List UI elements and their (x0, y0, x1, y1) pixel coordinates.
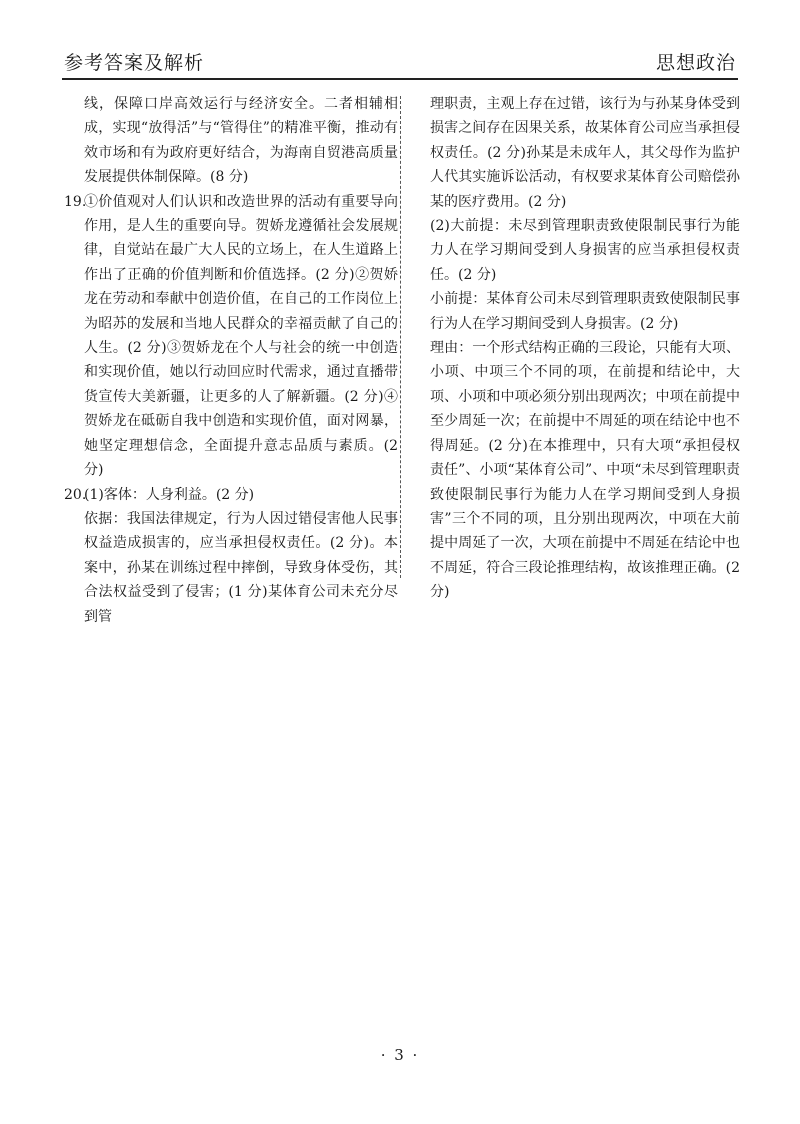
q20-basis: 依据：我国法律规定，行为人因过错侵害他人民事权益造成损害的，应当承担侵权责任。(2 分)。本案中，孙某在训练过程中摔倒，导致身体受伤，其合法权益受到了侵害；(1 分)某体育公司未充分尽到管 (84, 510, 398, 625)
answer-text: ①价值观对人们认识和改造世界的活动有重要导向作用，是人生的重要向导。贺娇龙遵循社会发展规律，自觉站在最广大人民的立场上，在人生道路上作出了正确的价值判断和价值选择。(2 分)②贺娇龙在劳动和奉献中创造价值，在自己的工作岗位上为昭苏的发展和当地人民群众的幸福贡献了自己的人生。(2 分)③贺娇龙在个人与社会的统一中创造和实现价值，她以行动回应时代需求，通过直播带货宣传大美新疆，让更多的人了解新疆。(2 分)④贺娇龙在砥砺自我中创造和实现价值，面对网暴，她坚定理想信念，全面提升意志品质与素质。(2 分) (84, 193, 398, 479)
question-19 (64, 190, 398, 483)
document-title: 参考答案及解析 (64, 52, 205, 74)
page-number: · 3 · (380, 1046, 420, 1064)
question-number: 19. (64, 193, 87, 210)
column-divider (400, 96, 401, 578)
left-column (64, 92, 398, 629)
answer-text: (1)客体：人身利益。(2 分) (84, 486, 255, 503)
minor-premise: 小前提：某体育公司未尽到管理职责致使限制民事行为人在学习期间受到人身损害。(2 分) (430, 291, 740, 332)
question-20 (64, 483, 398, 507)
page-header (62, 38, 738, 80)
reasoning: 理由：一个形式结构正确的三段论，只能有大项、小项、中项三个不同的项，在前提和结论中，大项、小项和中项必须分别出现两次；中项在前提中至少周延一次；在前提中不周延的项在结论中也不得周延。(2 分)在本推理中，只有大项“承担侵权责任”、小项“某体育公司”、中项“未尽到管理职责致使限制民事行为能力人在学习期间受到人身损害”三个不同的项，且分别出现两次，中项在大前提中周延了一次，大项在前提中不周延在结论中也不周延，符合三段论推理结构，故该推理正确。(2 分) (430, 340, 740, 601)
q20-continuation: 理职责，主观上存在过错，该行为与孙某身体受到损害之间存在因果关系，故某体育公司应当承担侵权责任。(2 分)孙某是未成年人，其父母作为监护人代其实施诉讼活动，有权要求某体育公司赔偿孙某的医疗费用。(2 分) (430, 96, 740, 210)
major-premise: (2)大前提：未尽到管理职责致使限制民事行为能力人在学习期间受到人身损害的应当承担侵权责任。(2 分) (430, 218, 740, 283)
right-column (430, 92, 740, 605)
q18-continuation: 线，保障口岸高效运行与经济安全。二者相辅相成，实现“放得活”与“管得住”的精准平衡，推动有效市场和有为政府更好结合，为海南自贸港高质量发展提供体制保障。(8 分) (84, 96, 398, 186)
question-number: 20. (64, 486, 87, 503)
subject-title: 思想政治 (655, 52, 736, 74)
